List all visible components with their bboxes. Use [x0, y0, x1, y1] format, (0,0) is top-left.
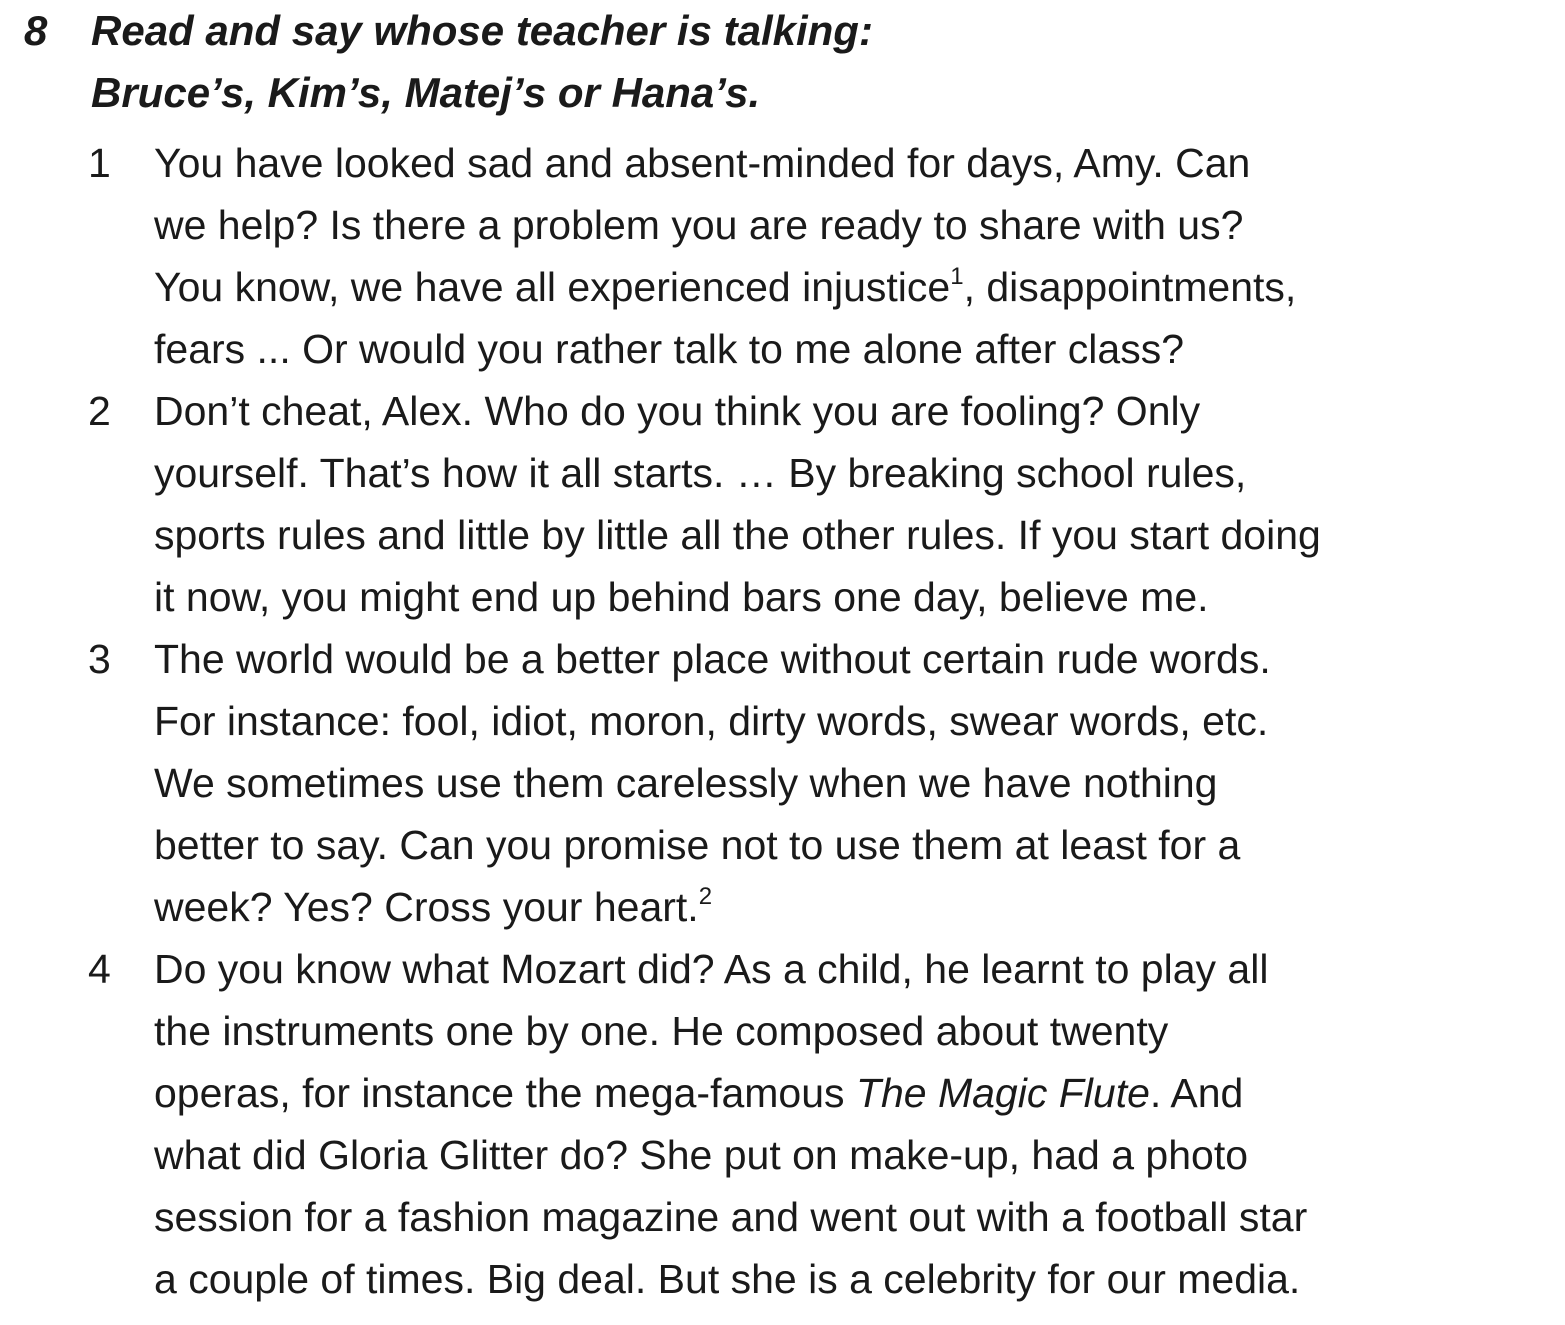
- list-item-4: [0, 938, 1565, 1310]
- item-number: 3: [88, 636, 111, 682]
- item-text: [154, 132, 1565, 380]
- text-line: session for a fashion magazine and went out with a football star: [154, 1194, 1308, 1240]
- text-line: fears ... Or would you rather talk to me alone after class?: [154, 326, 1185, 372]
- footnote-marker: 1: [950, 263, 964, 291]
- text-line: a couple of times. Big deal. But she is a celebrity for our media.: [154, 1256, 1301, 1302]
- item-number: 2: [88, 388, 111, 434]
- exercise-number: 8: [24, 7, 48, 54]
- text-line: what did Gloria Glitter do? She put on make-up, had a photo: [154, 1132, 1249, 1178]
- item-text: [154, 938, 1565, 1310]
- list-item-2: [0, 380, 1565, 628]
- text-segment: , disappointments,: [963, 264, 1297, 310]
- exercise-instruction: [91, 0, 1091, 124]
- text-segment: operas, for instance the mega-famous: [154, 1070, 856, 1116]
- item-text: [154, 628, 1565, 938]
- text-line: The world would be a better place without certain rude words.: [154, 636, 1271, 682]
- opera-title: The Magic Flute: [855, 1070, 1150, 1116]
- text-line: We sometimes use them carelessly when we have nothing: [154, 760, 1218, 806]
- text-line: [154, 256, 1565, 318]
- item-number: 4: [88, 946, 111, 992]
- text-line: Do you know what Mozart did? As a child, he learnt to play all: [154, 946, 1269, 992]
- text-segment: You know, we have all experienced injustice: [154, 264, 951, 310]
- item-number: 1: [88, 140, 111, 186]
- text-line: we help? Is there a problem you are ready to share with us?: [154, 202, 1244, 248]
- text-line: sports rules and little by little all the other rules. If you start doing: [154, 512, 1321, 558]
- instruction-line: Read and say whose teacher is talking:: [91, 7, 873, 54]
- item-list: [0, 132, 1565, 1310]
- item-text: [154, 380, 1565, 628]
- list-item-1: [0, 132, 1565, 380]
- text-line: [154, 1062, 1565, 1124]
- text-line: yourself. That’s how it all starts. … By breaking school rules,: [154, 450, 1247, 496]
- text-line: Don’t cheat, Alex. Who do you think you are fooling? Only: [154, 388, 1201, 434]
- text-segment: week? Yes? Cross your heart.: [154, 884, 699, 930]
- text-line: the instruments one by one. He composed about twenty: [154, 1008, 1169, 1054]
- text-line: it now, you might end up behind bars one day, believe me.: [154, 574, 1209, 620]
- text-line: For instance: fool, idiot, moron, dirty words, swear words, etc.: [154, 698, 1269, 744]
- text-line: [154, 876, 1565, 938]
- instruction-line: Bruce’s, Kim’s, Matej’s or Hana’s.: [91, 69, 761, 116]
- text-line: better to say. Can you promise not to use them at least for a: [154, 822, 1241, 868]
- text-segment: . And: [1149, 1070, 1244, 1116]
- footnote-marker: 2: [698, 883, 713, 911]
- list-item-3: [0, 628, 1565, 938]
- text-line: You have looked sad and absent-minded for days, Amy. Can: [154, 140, 1251, 186]
